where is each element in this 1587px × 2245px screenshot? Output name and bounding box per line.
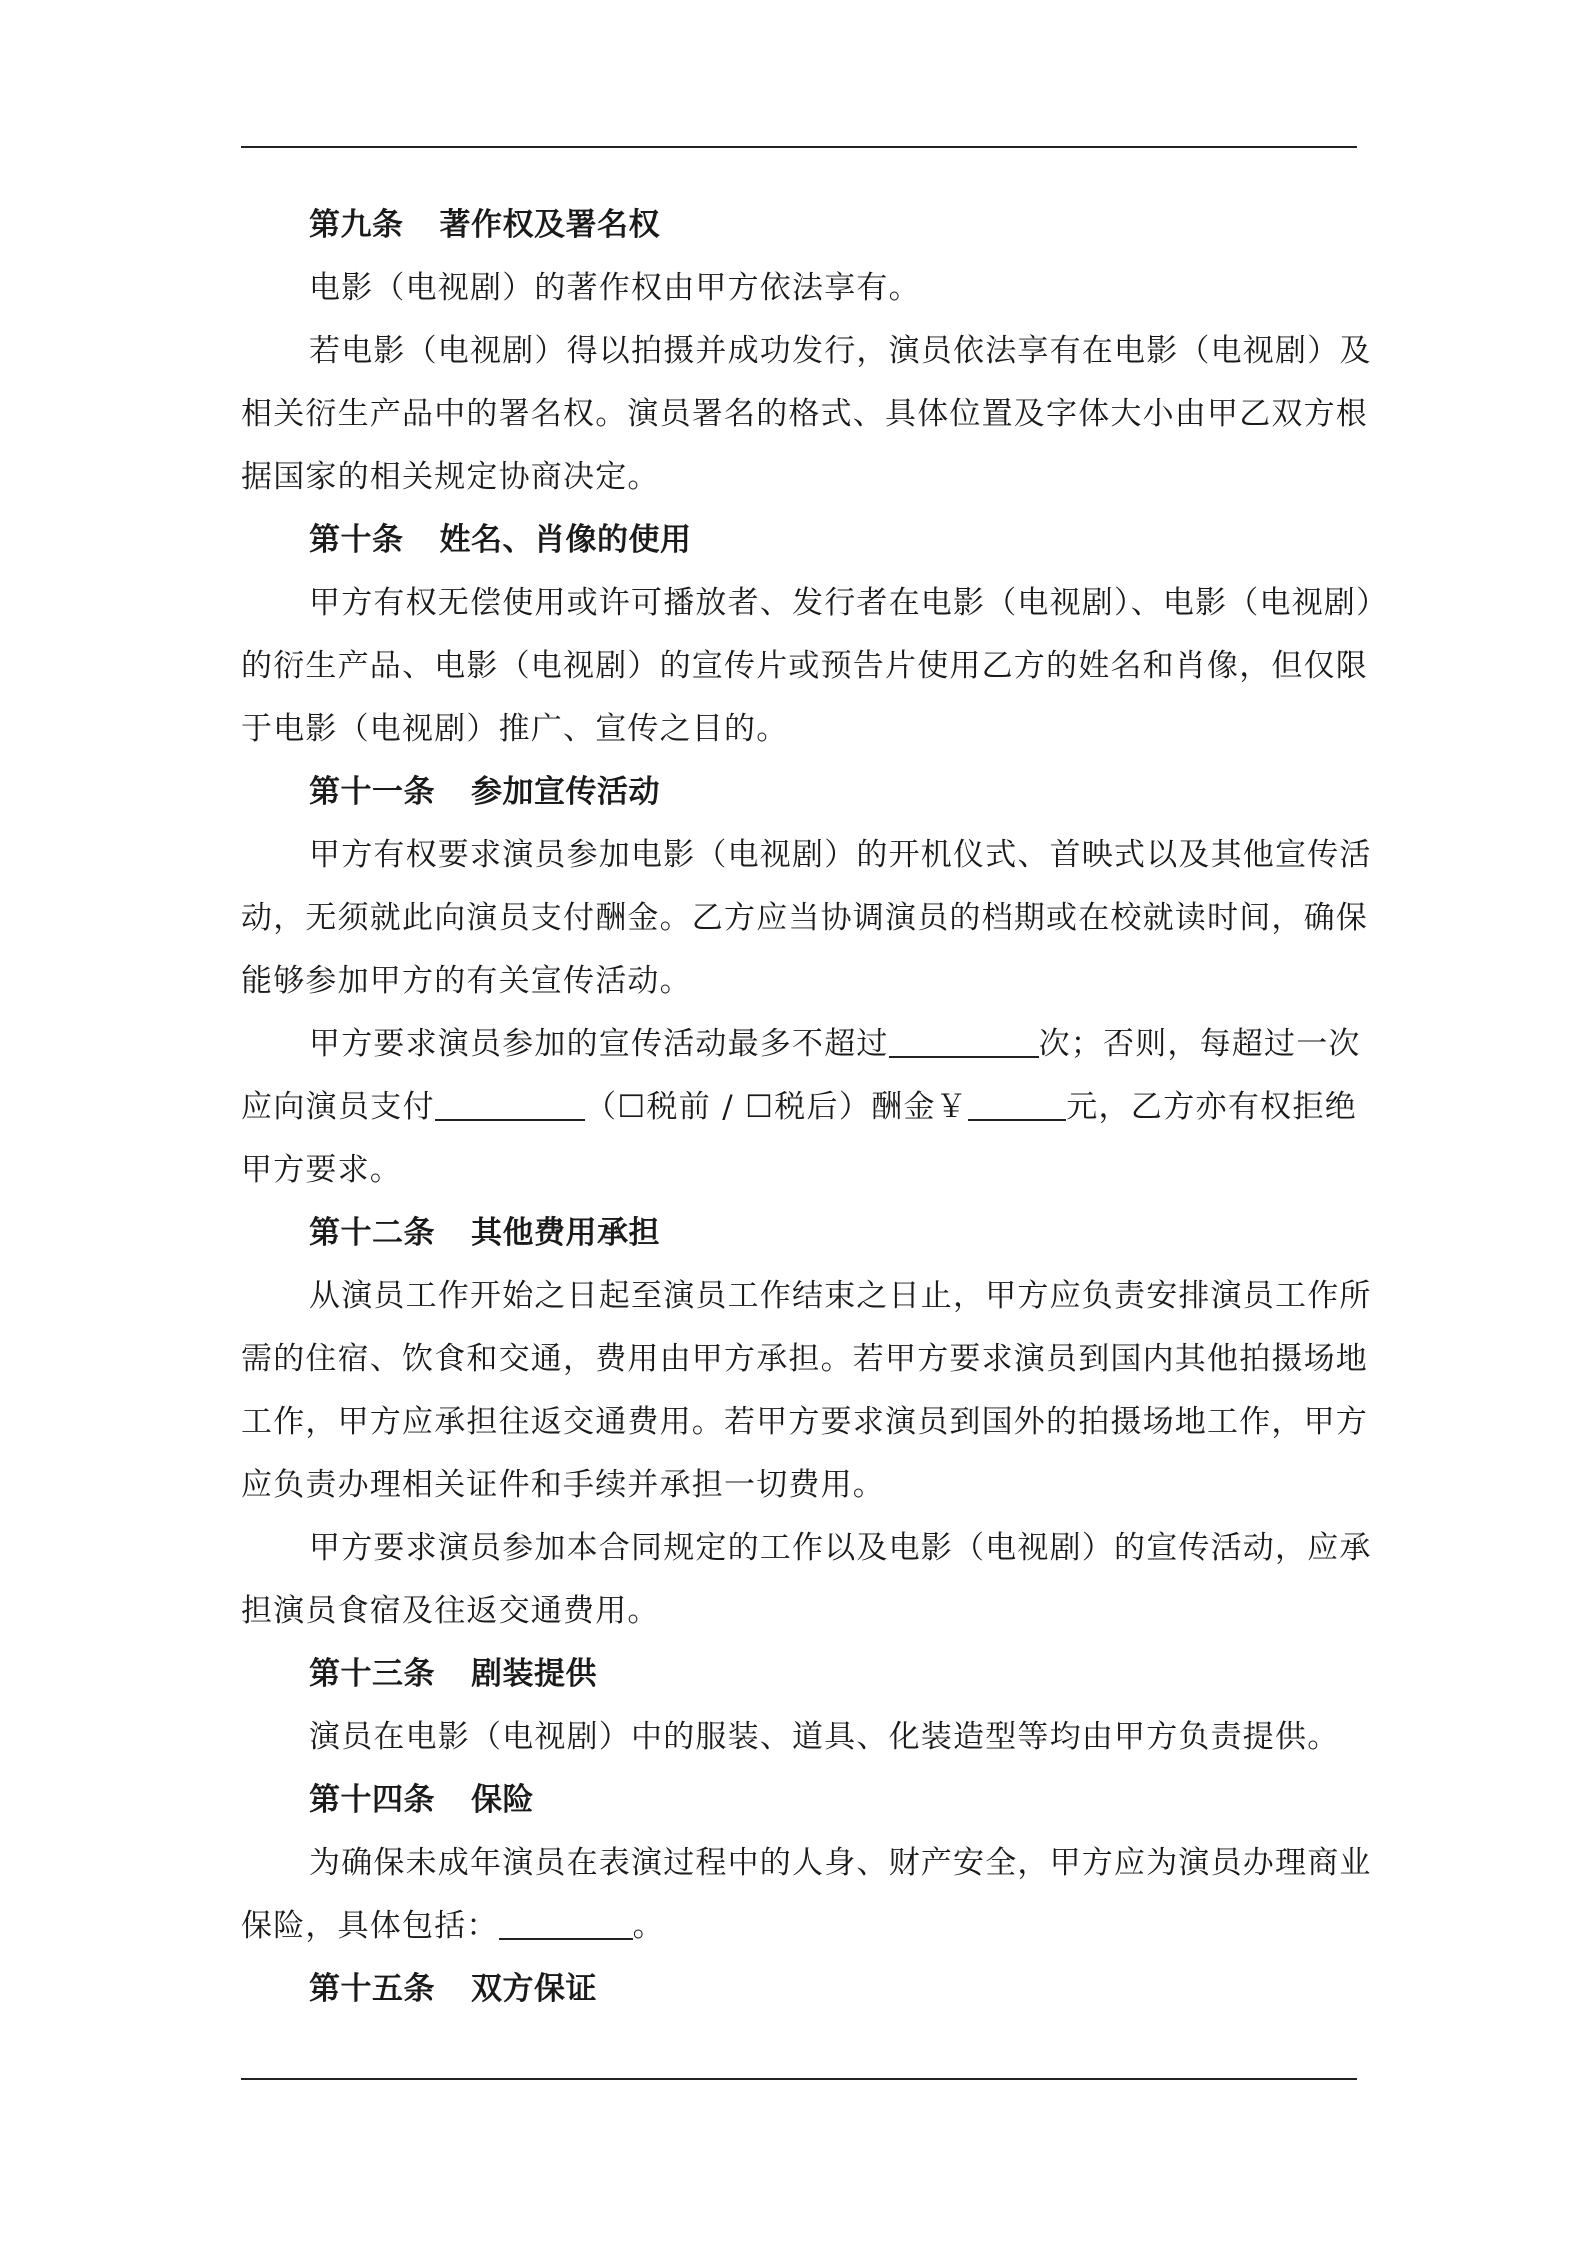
article-title: 剧装提供 (471, 1656, 597, 1692)
article-10-heading (241, 509, 1357, 572)
paragraph-line: 的衍生产品、电影（电视剧）的宣传片或预告片使用乙方的姓名和肖像，但仅限 (241, 648, 1368, 684)
paragraph-line (241, 1013, 1361, 1076)
text-run: 元，乙方亦有权拒绝 (1066, 1089, 1357, 1125)
paragraph-line: 于电影（电视剧）推广、宣传之目的。 (241, 711, 789, 747)
article-14-heading (241, 1769, 1357, 1832)
paragraph-line: 应负责办理相关证件和手续并承担一切费用。 (241, 1467, 885, 1503)
paragraph-line: 甲方要求演员参加本合同规定的工作以及电影（电视剧）的宣传活动，应承 (309, 1530, 1372, 1566)
article-13-heading (241, 1643, 1357, 1706)
paragraph-line: 担演员食宿及往返交通费用。 (241, 1593, 660, 1629)
article-9-heading (241, 194, 1357, 257)
article-number: 第十条 (309, 522, 404, 558)
article-number: 第十五条 (309, 1971, 435, 2007)
text-run: （☐税前 / ☐税后）酬金￥ (584, 1089, 969, 1125)
article-title: 保险 (471, 1782, 534, 1818)
paragraph-line: 若电影（电视剧）得以拍摄并成功发行，演员依法享有在电影（电视剧）及 (309, 333, 1372, 369)
article-15-heading (241, 1958, 1357, 2021)
paragraph-line: 甲方有权要求演员参加电影（电视剧）的开机仪式、首映式以及其他宣传活 (309, 837, 1372, 873)
fill-in-blank[interactable] (889, 1028, 1039, 1058)
paragraph-line: 动，无须就此向演员支付酬金。乙方应当协调演员的档期或在校就读时间，确保 (241, 900, 1368, 936)
paragraph-line: 据国家的相关规定协商决定。 (241, 459, 660, 495)
paragraph-line: 甲方要求。 (241, 1152, 402, 1188)
article-number: 第十四条 (309, 1782, 435, 1818)
fill-in-blank[interactable] (435, 1091, 585, 1121)
paragraph-line (241, 1076, 1357, 1139)
article-title: 著作权及署名权 (439, 207, 660, 243)
article-title: 其他费用承担 (471, 1215, 660, 1251)
document-body (241, 194, 1389, 2021)
text-run: 保险，具体包括： (241, 1908, 499, 1944)
footer-rule (241, 2078, 1357, 2080)
article-number: 第十三条 (309, 1656, 435, 1692)
article-number: 第十一条 (309, 774, 435, 810)
text-run: 。 (632, 1908, 665, 1944)
paragraph-line: 从演员工作开始之日起至演员工作结束之日止，甲方应负责安排演员工作所 (309, 1278, 1372, 1314)
paragraph-line: 相关衍生产品中的署名权。演员署名的格式、具体位置及字体大小由甲乙双方根 (241, 396, 1368, 432)
text-run: 次；否则，每超过一次 (1038, 1026, 1361, 1062)
article-title: 双方保证 (471, 1971, 597, 2007)
article-number: 第九条 (309, 207, 404, 243)
text-run: 应向演员支付 (241, 1089, 435, 1125)
paragraph-line: 演员在电影（电视剧）中的服装、道具、化装造型等均由甲方负责提供。 (309, 1719, 1340, 1755)
article-title: 姓名、肖像的使用 (439, 522, 692, 558)
article-11-heading (241, 761, 1357, 824)
article-number: 第十二条 (309, 1215, 435, 1251)
article-12-heading (241, 1202, 1357, 1265)
paragraph-line: 电影（电视剧）的著作权由甲方依法享有。 (309, 270, 921, 306)
fill-in-blank[interactable] (499, 1910, 633, 1940)
paragraph-line: 能够参加甲方的有关宣传活动。 (241, 963, 692, 999)
paragraph-line: 需的住宿、饮食和交通，费用由甲方承担。若甲方要求演员到国内其他拍摄场地 (241, 1341, 1368, 1377)
paragraph-line: 甲方有权无偿使用或许可播放者、发行者在电影（电视剧）、电影（电视剧） (309, 585, 1389, 621)
fill-in-blank[interactable] (968, 1091, 1066, 1121)
paragraph-line: 为确保未成年演员在表演过程中的人身、财产安全，甲方应为演员办理商业 (309, 1845, 1372, 1881)
text-run: 甲方要求演员参加的宣传活动最多不超过 (309, 1026, 889, 1062)
paragraph-line: 工作，甲方应承担往返交通费用。若甲方要求演员到国外的拍摄场地工作，甲方 (241, 1404, 1368, 1440)
paragraph-line (241, 1895, 1357, 1958)
header-rule (241, 146, 1357, 148)
article-title: 参加宣传活动 (471, 774, 660, 810)
